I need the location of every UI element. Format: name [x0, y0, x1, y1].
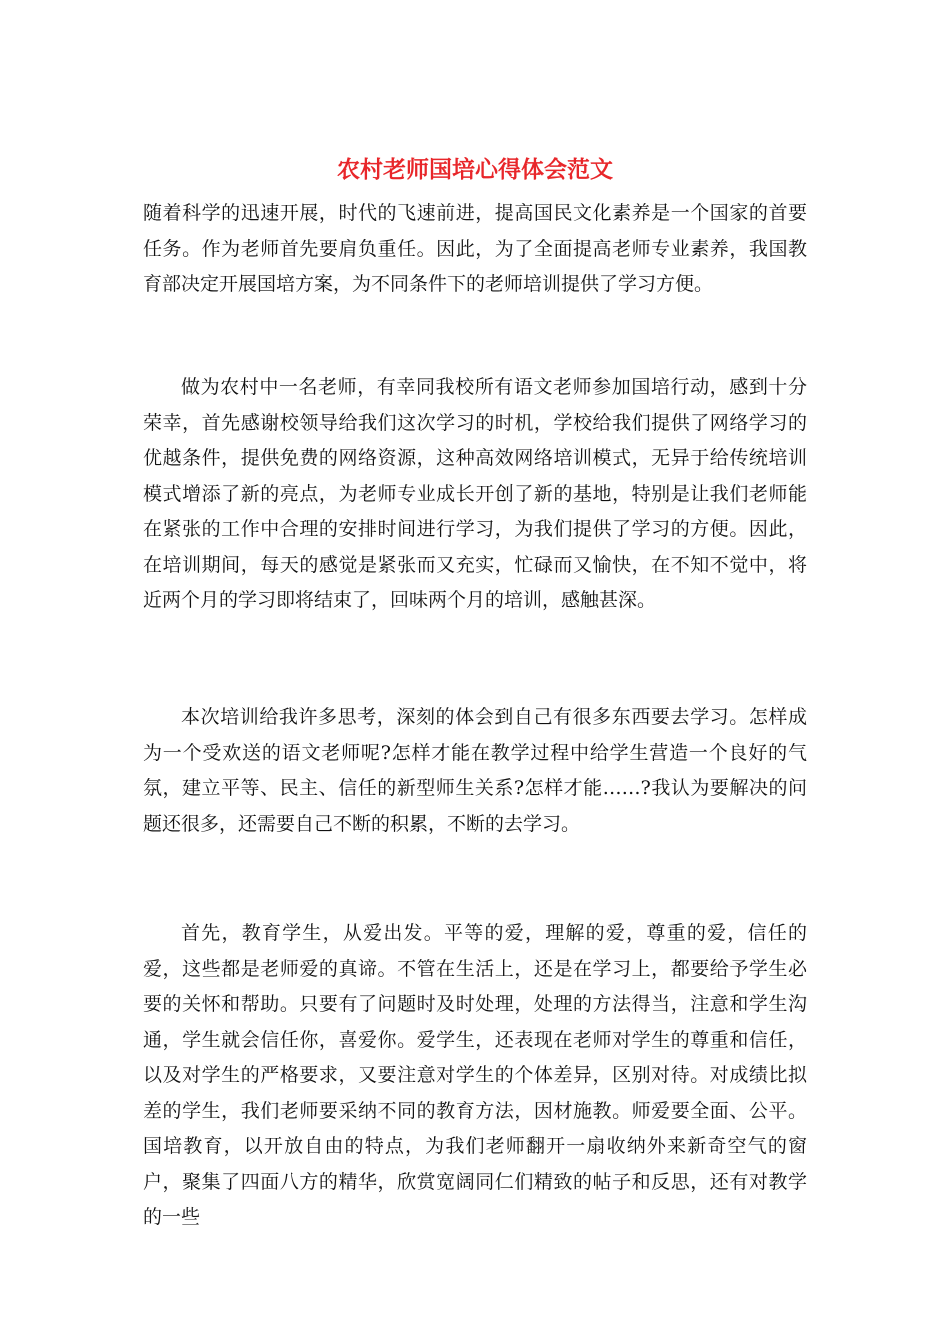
paragraph-intro: 随着科学的迅速开展，时代的飞速前进，提高国民文化素养是一个国家的首要任务。作为老师首先要肩负重任。因此，为了全面提高老师专业素养，我国教育部决定开展国培方案，为不同条件下的老师培训提供了学习方便。 [143, 202, 807, 295]
paragraph-reflection: 本次培训给我许多思考，深刻的体会到自己有很多东西要去学习。怎样成为一个受欢送的语文老师呢?怎样才能在教学过程中给学生营造一个良好的气氛，建立平等、民主、信任的新型师生关系?怎样才能……?我认为要解决的问题还很多，还需要自己不断的积累，不断的去学习。 [143, 706, 807, 835]
document-title: 农村老师国培心得体会范文 [337, 156, 613, 183]
paragraph-love-students: 首先，教育学生，从爱出发。平等的爱，理解的爱，尊重的爱，信任的爱，这些都是老师爱的真谛。不管在生活上，还是在学习上，都要给予学生必要的关怀和帮助。只要有了问题时及时处理，处理的方法得当，注意和学生沟通，学生就会信任你，喜爱你。爱学生，还表现在老师对学生的尊重和信任，以及对学生的严格要求，又要注意对学生的个体差异，区别对待。对成绩比拟差的学生，我们老师要采纳不同的教育方法，因材施教。师爱要全面、公平。国培教育，以开放自由的特点，为我们老师翻开一扇收纳外来新奇空气的窗户，聚集了四面八方的精华，欣赏宽阔同仁们精致的帖子和反思，还有对教学的一些 [143, 922, 807, 1228]
paragraph-training-experience: 做为农村中一名老师，有幸同我校所有语文老师参加国培行动，感到十分荣幸，首先感谢校领导给我们这次学习的时机，学校给我们提供了网络学习的优越条件，提供免费的网络资源，这种高效网络培训模式，无异于给传统培训模式增添了新的亮点，为老师专业成长开创了新的基地，特别是让我们老师能在紧张的工作中合理的安排时间进行学习，为我们提供了学习的方便。因此，在培训期间，每天的感觉是紧张而又充实，忙碌而又愉快，在不知不觉中，将近两个月的学习即将结束了，回味两个月的培训，感触甚深。 [143, 376, 807, 611]
